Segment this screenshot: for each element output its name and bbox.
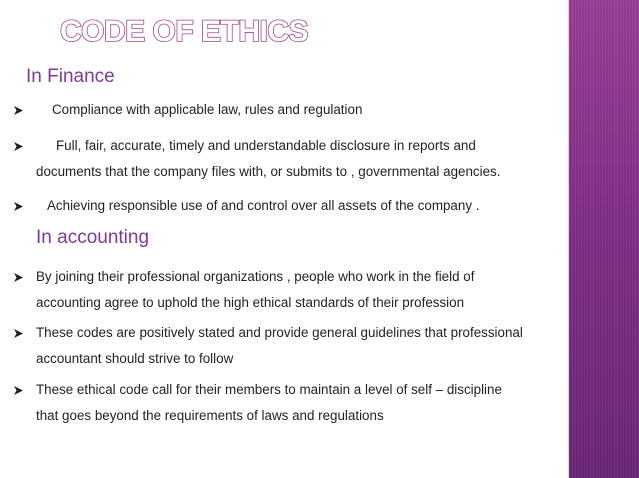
- accounting-bullet-2-line-2: [36, 346, 233, 372]
- decorative-side-band: [568, 0, 639, 478]
- arrow-bullet-icon: [13, 328, 24, 339]
- finance-bullet-3: [47, 193, 479, 219]
- bullet-line: Achieving responsible use of and control over all assets of the company .: [47, 198, 480, 213]
- accounting-bullet-3-line-2: [36, 403, 384, 429]
- title-text: CODE OF ETHICS: [59, 15, 309, 48]
- arrow-bullet-icon: [13, 105, 24, 116]
- bullet-line: accountant should strive to follow: [36, 351, 234, 366]
- accounting-bullet-2-line-1: [36, 320, 523, 346]
- finance-bullet-2-line-1: [56, 133, 476, 159]
- arrow-bullet-icon: [13, 272, 24, 283]
- finance-bullet-1: [52, 97, 362, 123]
- bullet-line: documents that the company files with, or submits to , governmental agencies.: [36, 164, 501, 179]
- section-heading-accounting: In accounting: [36, 227, 150, 248]
- finance-bullet-2-line-2: [36, 159, 500, 185]
- arrow-bullet-icon: [13, 201, 24, 212]
- arrow-bullet-icon: [13, 141, 24, 152]
- accounting-bullet-1-line-2: [36, 290, 464, 316]
- slide-title: [59, 10, 309, 50]
- bullet-line: accounting agree to uphold the high ethical standards of their profession: [36, 295, 465, 310]
- arrow-bullet-icon: [13, 385, 24, 396]
- accounting-bullet-3-line-1: [36, 377, 502, 403]
- bullet-line: Compliance with applicable law, rules and regulation: [52, 102, 363, 117]
- bullet-line: These ethical code call for their members to maintain a level of self – discipline: [36, 382, 502, 397]
- bullet-line: that goes beyond the requirements of laws and regulations: [36, 408, 384, 423]
- accounting-bullet-1-line-1: [36, 264, 474, 290]
- bullet-line: Full, fair, accurate, timely and understandable disclosure in reports and: [56, 138, 476, 153]
- bullet-line: These codes are positively stated and provide general guidelines that professional: [36, 325, 523, 340]
- section-heading-finance: In Finance: [26, 66, 115, 87]
- bullet-line: By joining their professional organizations , people who work in the field of: [36, 269, 475, 284]
